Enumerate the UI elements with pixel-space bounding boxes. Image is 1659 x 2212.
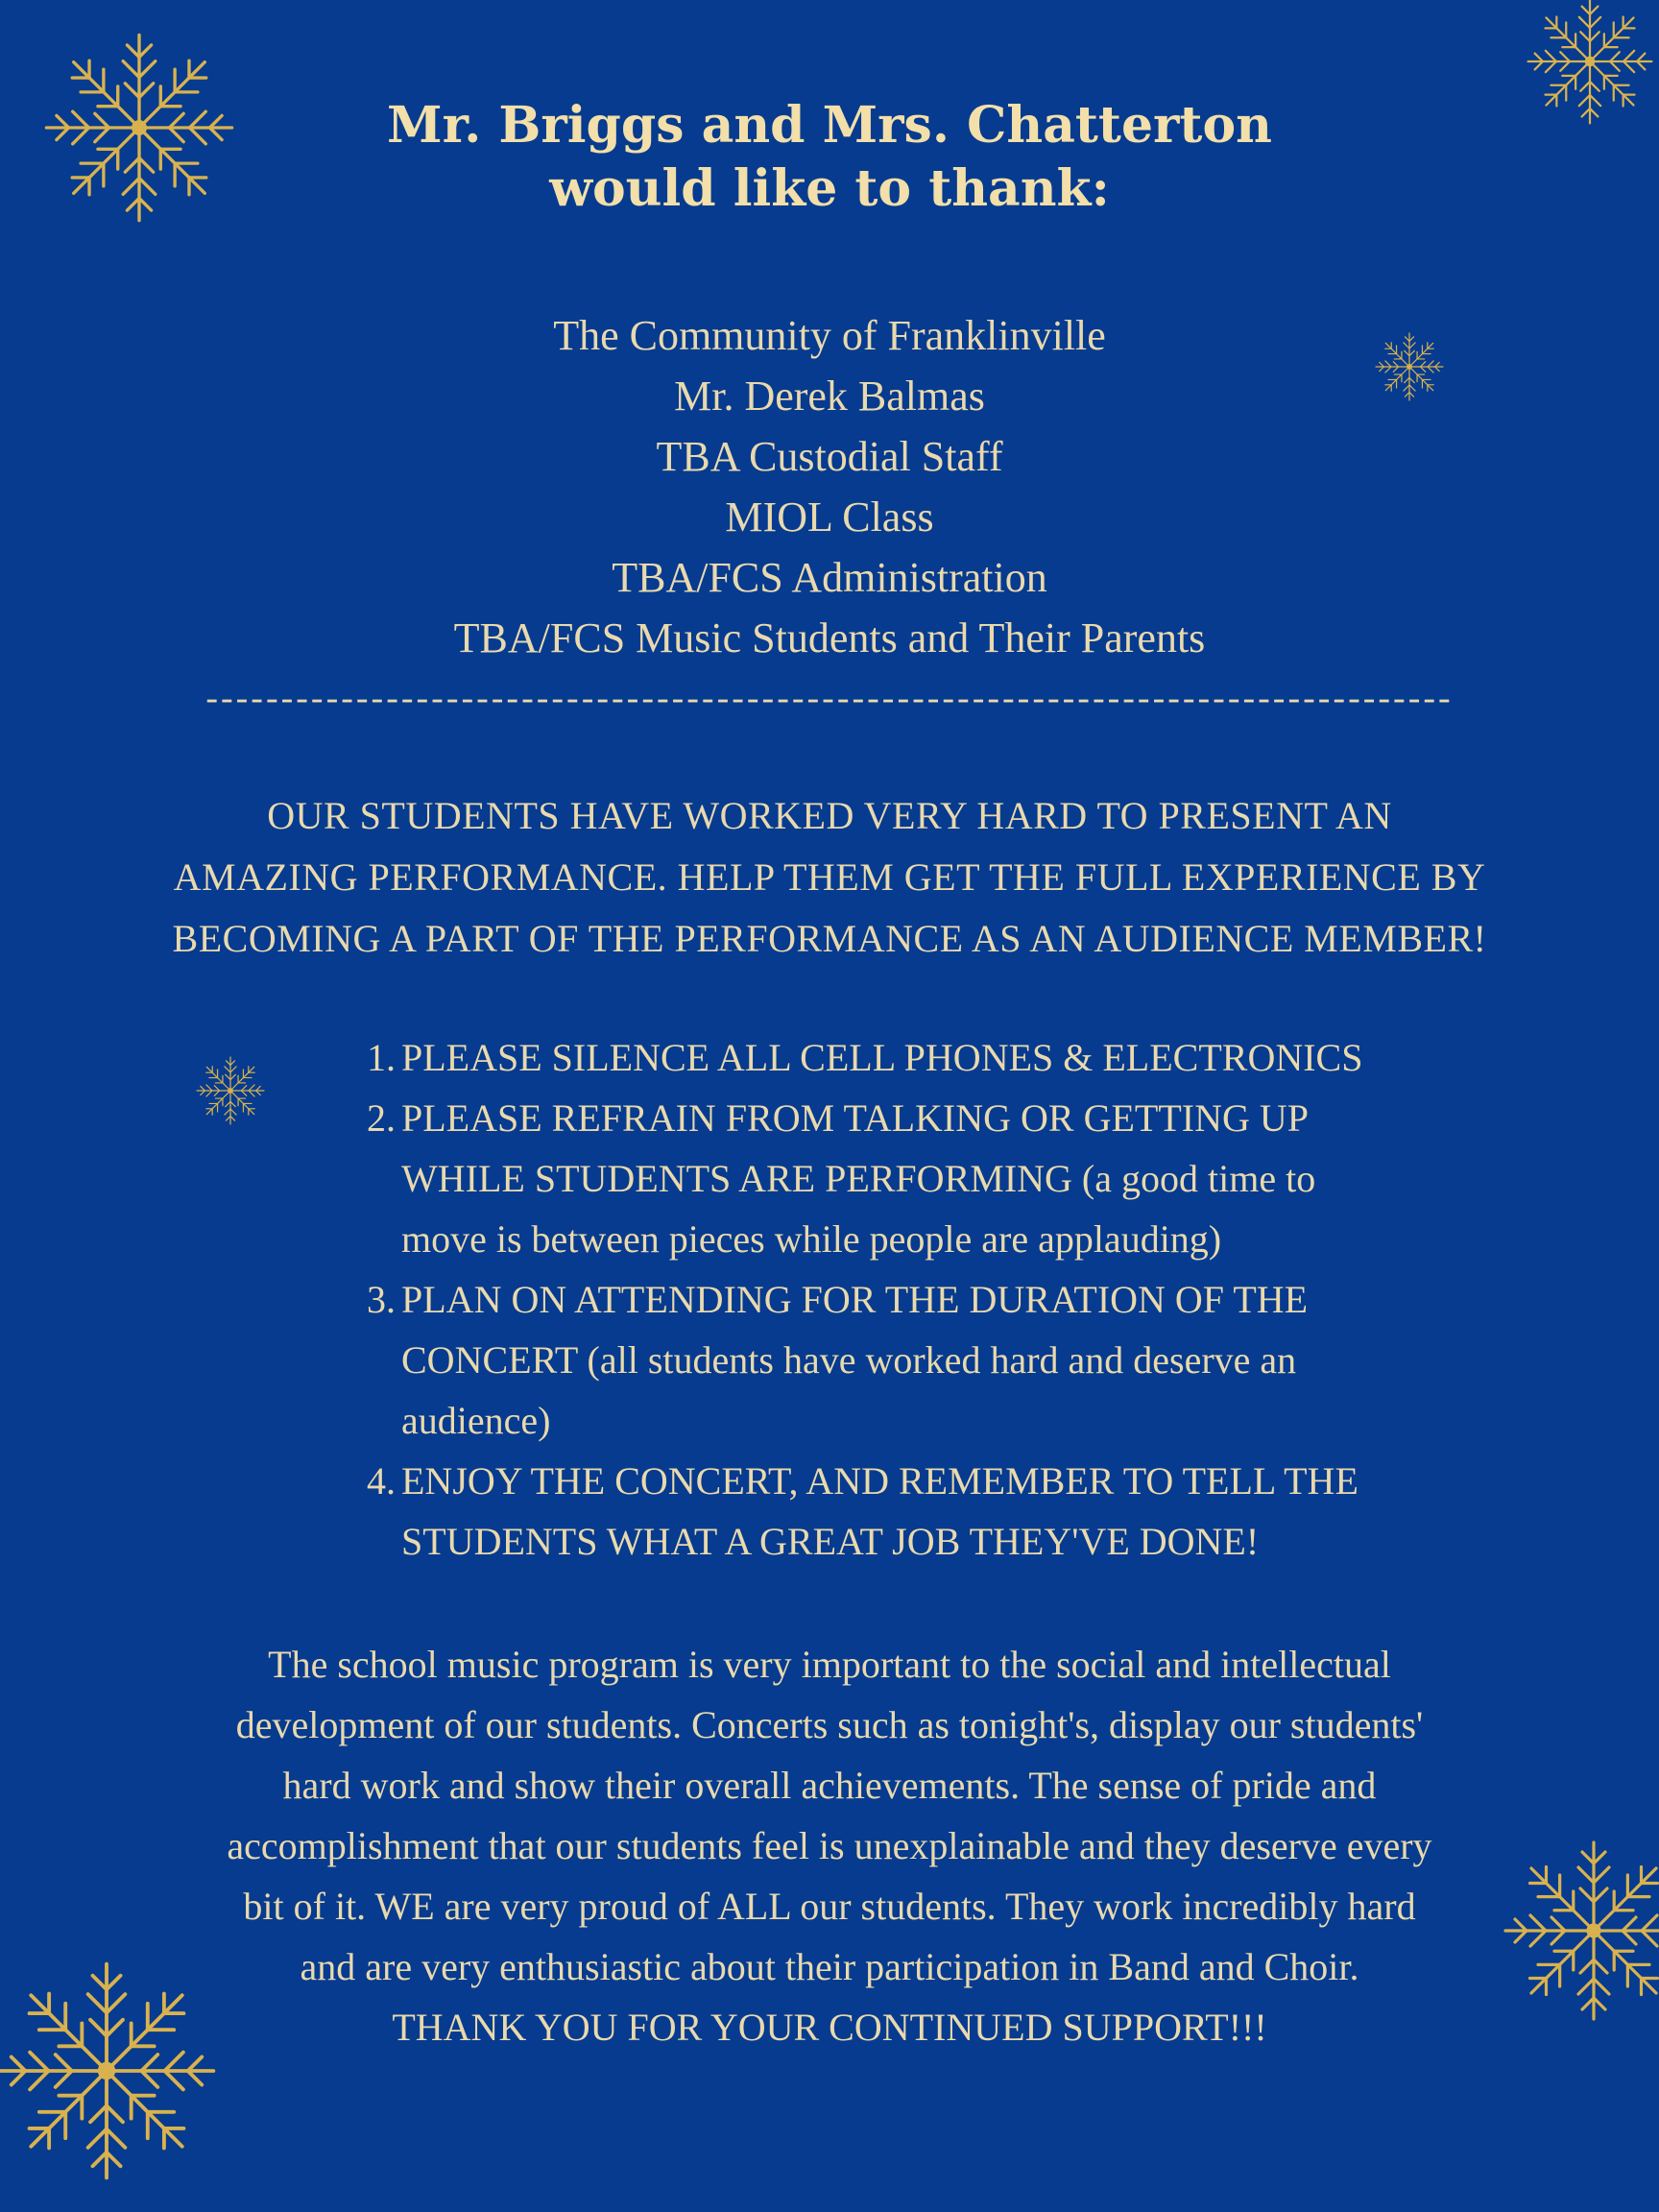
dashed-divider: ----------------------------------------------------------------------------------- (205, 678, 1454, 718)
list-item: Mr. Derek Balmas (674, 373, 985, 420)
closing-line: bit of it. WE are very proud of ALL our students. They work incredibly hard (243, 1885, 1416, 1928)
title-line-2: would like to thank: (549, 159, 1110, 218)
notice-line: AMAZING PERFORMANCE. HELP THEM GET THE FULL EXPERIENCE BY (173, 855, 1486, 899)
closing-line: The school music program is very important to the social and intellectual (268, 1643, 1391, 1686)
rule-number: 1. (367, 1036, 396, 1079)
audience-notice (77, 785, 1582, 970)
closing-line: accomplishment that our students feel is unexplainable and they deserve every (227, 1824, 1432, 1867)
rule-text: CONCERT (all students have worked hard and deserve an (401, 1338, 1297, 1382)
etiquette-rules (355, 1027, 1536, 1572)
rule-text: ENJOY THE CONCERT, AND REMEMBER TO TELL THE (401, 1459, 1358, 1503)
list-item: MIOL Class (725, 493, 934, 541)
closing-line: hard work and show their overall achievements. The sense of pride and (282, 1764, 1377, 1807)
rule-number: 2. (367, 1096, 396, 1140)
rule-item (355, 1088, 1536, 1269)
rule-item (355, 1269, 1536, 1451)
rule-text: WHILE STUDENTS ARE PERFORMING (a good time to (401, 1157, 1316, 1200)
snowflake-icon (194, 1054, 267, 1127)
list-item: TBA/FCS Administration (612, 554, 1047, 601)
notice-line: OUR STUDENTS HAVE WORKED VERY HARD TO PRESENT AN (267, 794, 1392, 837)
rule-number: 4. (367, 1459, 396, 1503)
closing-line: and are very enthusiastic about their participation in Band and Choir. (300, 1945, 1359, 1988)
rule-number: 3. (367, 1278, 396, 1321)
list-item: TBA Custodial Staff (656, 433, 1003, 480)
list-item: The Community of Franklinville (553, 312, 1106, 359)
rule-text: move is between pieces while people are applauding) (401, 1217, 1222, 1261)
closing-line: THANK YOU FOR YOUR CONTINUED SUPPORT!!! (392, 2006, 1267, 2049)
closing-paragraph (58, 1634, 1601, 2057)
rule-text: PLEASE SILENCE ALL CELL PHONES & ELECTRONICS (401, 1036, 1363, 1079)
closing-line: development of our students. Concerts such as tonight's, display our students' (235, 1703, 1424, 1746)
rule-text: PLEASE REFRAIN FROM TALKING OR GETTING UP (401, 1096, 1309, 1140)
rule-text: audience) (401, 1399, 551, 1442)
rule-text: STUDENTS WHAT A GREAT JOB THEY'VE DONE! (401, 1520, 1260, 1563)
rule-text: PLAN ON ATTENDING FOR THE DURATION OF THE (401, 1278, 1309, 1321)
page-title (0, 94, 1659, 221)
rule-item (355, 1027, 1536, 1088)
title-line-1: Mr. Briggs and Mrs. Chatterton (387, 96, 1272, 155)
thanks-list (0, 305, 1659, 668)
notice-line: BECOMING A PART OF THE PERFORMANCE AS AN AUDIENCE MEMBER! (172, 917, 1487, 960)
list-item: TBA/FCS Music Students and Their Parents (453, 614, 1206, 661)
rule-item (355, 1451, 1536, 1572)
